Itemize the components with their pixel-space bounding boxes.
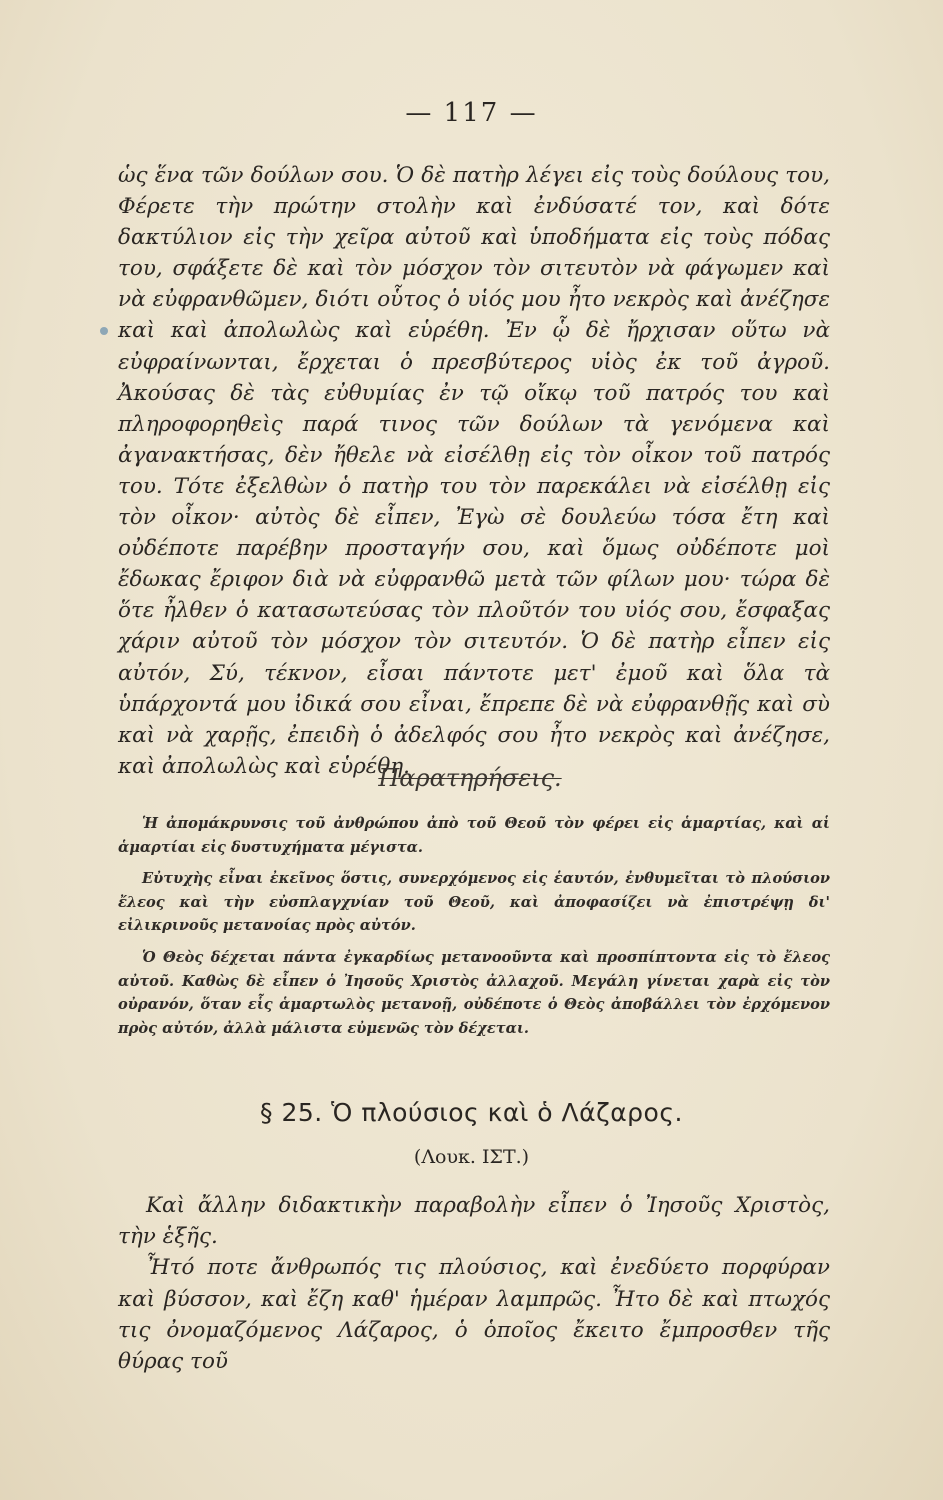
remark-paragraph: Ὁ Θεὸς δέχεται πάντα ἐγκαρδίως μετανοοῦντα καὶ προσπίπτοντα εἰς τὸ ἔλεος αὐτοῦ. Καθὼς δὲ εἶπεν ὁ Ἰησοῦς Χριστὸς ἀλλαχοῦ. Μεγάλη γίνεται χαρὰ εἰς τὸν οὐρανόν, ὅταν εἷς ἁμαρτωλὸς μετανοῇ, οὐδέποτε ὁ Θεὸς ἀποβάλλει τὸν ἐρχόμενον πρὸς αὐτόν, ἀλλὰ μάλιστα εὐμενῶς τὸν δέχεται. [118,948,830,1037]
main-paragraph: ὡς ἕνα τῶν δούλων σου. Ὁ δὲ πατὴρ λέγει εἰς τοὺς δούλους του, Φέρετε τὴν πρώτην στολὴν καὶ ἐνδύσατέ τον, καὶ δότε δακτύλιον εἰς τὴν χεῖρα αὐτοῦ καὶ ὑποδήματα εἰς τοὺς πόδας του, σφάξετε δὲ καὶ τὸν μόσχον τὸν σιτευτὸν νὰ φάγωμεν καὶ νὰ εὐφρανθῶμεν, διότι οὗτος ὁ υἱός μου ἦτο νεκρὸς καὶ ἀνέζησε καὶ καὶ ἀπολωλὼς καὶ εὑρέθη. Ἐν ᾧ δὲ ἤρχισαν οὕτω νὰ εὐφραίνωνται, ἔρχεται ὁ πρεσβύτερος υἱὸς ἐκ τοῦ ἀγροῦ. Ἀκούσας δὲ τὰς εὐθυμίας ἐν τῷ οἴκῳ τοῦ πατρός του καὶ πληροφορηθεὶς παρά τινος τῶν δούλων τὰ γενόμενα καὶ ἀγανακτήσας, δὲν ἤθελε νὰ εἰσέλθῃ εἰς τὸν οἶκον τοῦ πατρός του. Τότε ἐξελθὼν ὁ πατὴρ του τὸν παρεκάλει νὰ εἰσέλθῃ εἰς τὸν οἶκον· αὐτὸς δὲ εἶπεν, Ἐγὼ σὲ δουλεύω τόσα ἔτη καὶ οὐδέποτε παρέβην προσταγήν σου, καὶ ὅμως οὐδέποτε μοὶ ἔδωκας ἔριφον διὰ νὰ εὐφρανθῶ μετὰ τῶν φίλων μου· τώρα δὲ ὅτε ἦλθεν ὁ κατασωτεύσας τὸν πλοῦτόν του υἱός σου, ἔσφαξας χάριν αὐτοῦ τὸν μόσχον τὸν σιτευτόν. Ὁ δὲ πατὴρ εἶπεν εἰς αὐτόν, Σύ, τέκνον, εἶσαι πάντοτε μετ' ἐμοῦ καὶ ὅλα τὰ ὑπάρχοντά μου ἰδικά σου εἶναι, ἔπρεπε δὲ νὰ εὐφρανθῇς καὶ σὺ καὶ νὰ χαρῇς, ἐπειδὴ ὁ ἀδελφός σου ἦτο νεκρὸς καὶ ἀνέζησε, καὶ ἀπολωλὼς καὶ εὑρέθη. [118,163,830,779]
margin-ink-dot [100,327,108,335]
remark-paragraph: Εὐτυχὴς εἶναι ἐκεῖνος ὅστις, συνερχόμενος εἰς ἑαυτόν, ἐνθυμεῖται τὸ πλούσιον ἔλεος καὶ τὴν εὐσπλαγχνίαν τοῦ Θεοῦ, καὶ ἀποφασίζει νὰ ἐπιστρέψῃ δι' εἰλικρινοῦς μετανοίας πρὸς αὐτόν. [118,870,830,935]
remarks-block [118,812,830,1048]
remark-paragraph: Ἡ ἀπομάκρυνσις τοῦ ἀνθρώπου ἀπὸ τοῦ Θεοῦ τὸν φέρει εἰς ἁμαρτίας, καὶ αἱ ἁμαρτίαι εἰς δυστυχήματα μέγιστα. [118,815,830,856]
section-body [118,1190,830,1377]
page-number: — 117 — [405,98,538,128]
section-reference: (Λουκ. ΙΣΤ.) [413,1146,530,1168]
body-paragraph: Ἦτό ποτε ἄνθρωπός τις πλούσιος, καὶ ἐνεδύετο πορφύραν καὶ βύσσον, καὶ ἔζη καθ' ἡμέραν λαμπρῶς. Ἦτο δὲ καὶ πτωχός τις ὀνομαζόμενος Λάζαρος, ὁ ὁποῖος ἔκειτο ἔμπροσθεν τῆς θύρας τοῦ [118,1255,830,1375]
section-title: § 25. Ὁ πλούσιος καὶ ὁ Λάζαρος. [260,1098,683,1127]
body-paragraph: Καὶ ἄλλην διδακτικὴν παραβολὴν εἶπεν ὁ Ἰησοῦς Χριστὸς, τὴν ἑξῆς. [118,1193,830,1250]
remarks-heading: Παρατηρήσεις. [378,764,562,792]
